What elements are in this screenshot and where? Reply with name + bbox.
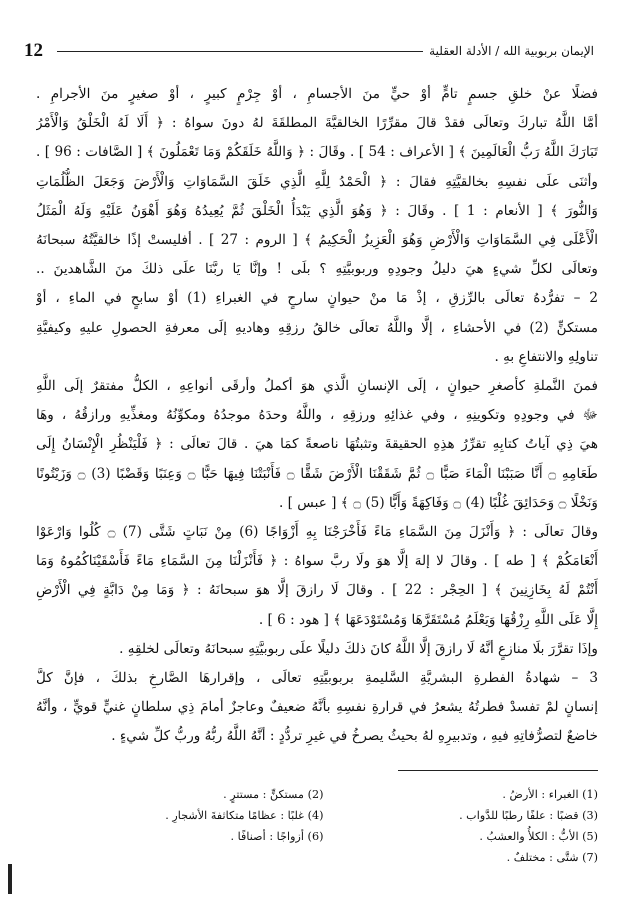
page-number: 12	[24, 40, 43, 61]
text-line: إِلَّا عَلَى اللَّهِ رِزْقُهَا وَيَعْلَمُ مُسْتَقَرَّهَا وَمُسْتَوْدَعَهَا ﴾ [ هود : 6 ] .	[258, 611, 598, 628]
text-line: فضلًا عنْ خلقِ جسمٍ تامٍّ أوْ حيٍّ منَ الأجسامِ ، أوْ جِرْمٍ كبيرٍ ، أوْ صغيرٍ منَ الأجرامِ .	[36, 86, 598, 102]
footnote: (3) قضبًا : علفًا رطبًا للدَّواب .	[459, 809, 598, 822]
text-line: وتعالَى لكلِّ شيءٍ هيَ دليلُ وجودِهِ وربوبيَّتِهِ ؟ بلَى ! وإنَّا يَا ربَّنَا علَى ذلكَ منَ الشَّاهدينَ ..	[36, 261, 598, 278]
text-line: وإذَا تقرَّرَ بلَا منازعٍ أنَّهُ لَا رازقَ إلَّا اللَّهُ كانَ ذلكَ دليلًا علَى ربوبيَّتِهِ سبحانَهُ وتعالَى لخلقِهِ .	[119, 640, 598, 657]
text-line: 3 – شهادةُ الفطرةِ البشريَّةِ السَّليمةِ بربوبيَّتِهِ تعالَى ، وإقرارهَا الصَّارخِ بذلكَ ، فإنَّ كلَّ	[36, 670, 598, 687]
footnote: (7) شتَّى : مختلفٌ .	[506, 851, 598, 864]
text-line: خاضعٌ لتصرُّفاتِهِ فيهِ ، وتدبيرِهِ لهُ بحيثُ يصرخُ في غيرِ تردُّدٍ : أنَّهُ اللَّهُ ربُّهُ وربُّ كلِّ شيءٍ .	[111, 728, 598, 745]
footnote: (5) الأبُّ : الكلأُ والعشبُ .	[479, 830, 598, 843]
scan-edge-mark	[8, 864, 12, 894]
footnote-row	[70, 847, 598, 868]
text-line: طَعَامِهِ ۝ أَنَّا صَبَبْنَا الْمَاءَ صَبًّا ۝ ثُمَّ شَقَقْنَا الْأَرْضَ شَقًّا ۝ فَأَنْبَتْنَا فِيهَا حَبًّا ۝ وَعِنَبًا وَقَضْبًا (3) ۝ وَزَيْتُونًا	[36, 465, 598, 482]
running-header	[24, 40, 594, 62]
text-line: أمَّا اللَّهُ تباركَ وتعالَى فقدْ قالَ مقرِّرًا الخالقيَّةَ المطلقَةَ لهُ دونَ سواهُ : ﴿ أَلَا لَهُ الْخَلْقُ وَالْأَمْرُ	[36, 115, 598, 132]
text-line: أَنْتُمْ لَهُ بِخَازِنِينَ ﴾ [ الحِجْر : 22 ] . وقالَ لَا رازقَ إلَّا هوَ سبحانَهُ : ﴿ وَمَا مِنْ دَابَّةٍ فِي الْأَرْضِ	[36, 582, 598, 599]
footnote	[70, 847, 323, 868]
text-line: وأثنَى علَى نفسِهِ بخالقيَّتِهِ فقالَ : ﴿ الْحَمْدُ لِلَّهِ الَّذِي خَلَقَ السَّمَاوَاتِ وَالْأَرْضَ وَجَعَلَ الظُّلُمَاتِ	[36, 173, 598, 190]
text-line: هيَ ذِي آياتُ كتابِهِ تقرِّرُ هذِهِ الحقيقةَ وتثبتُهَا ناصعةً كمَا هيَ . قالَ تعالَى : ﴿ فَلْيَنْظُرِ الْإِنْسَانُ إِلَى	[36, 436, 598, 453]
text-line: الْأَعْلَى فِي السَّمَاوَاتِ وَالْأَرْضِ وَهُوَ الْعَزِيزُ الْحَكِيمُ ﴾ [ الروم : 27 ] . أفليستْ إذًا خالقيَّتُهُ سبحانَهُ	[36, 232, 598, 249]
footnote: (6) أزواجًا : أصنافًا .	[230, 830, 324, 843]
footnote-row	[70, 784, 598, 805]
footnote-row	[70, 805, 598, 826]
text-line: إنسانٍ لمْ تفسدْ فطرتُهُ يشعرُ في قرارةِ نفسِهِ بأنَّهُ ضعيفٌ وعاجزٌ أمامَ ذِي سلطانٍ غنيٍّ قويٍّ ، وأنَّهُ	[36, 699, 598, 716]
header-rule	[57, 51, 423, 52]
footnote: (4) غلبًا : عظامًا متكاثفةَ الأشجارِ .	[165, 809, 324, 822]
text-line: وقالَ تعالَى : ﴿ وَأَنْزَلَ مِنَ السَّمَاءِ مَاءً فَأَخْرَجْنَا بِهِ أَزْوَاجًا (6) مِنْ نَبَاتٍ شَتَّى (7) ۝ كُلُوا وَارْعَوْا	[36, 524, 598, 541]
text-line: أَنْعَامَكُمْ ﴾ [ طه ] . وقالَ لا إلهَ إلَّا هوَ ولَا ربَّ سواهُ : ﴿ فَأَنْزَلْنَا مِنَ السَّمَاءِ مَاءً فَأَسْقَيْنَاكُمُوهُ وَمَا	[36, 553, 598, 570]
footnote-row	[70, 826, 598, 847]
text-line: فمنَ النَّملةِ كأصغرِ حيوانٍ ، إلَى الإنسانِ الَّذي هوَ أكملُ وأرقَى أنواعِهِ ، الكلُّ مفتقرٌ إلَى اللَّهِ	[36, 378, 598, 395]
text-line: وَالنُّورَ ﴾ [ الأنعام : 1 ] . وقَالَ : ﴿ وَهُوَ الَّذِي يَبْدَأُ الْخَلْقَ ثُمَّ يُعِيدُهُ وَهُوَ أَهْوَنُ عَلَيْهِ وَلَهُ الْمَثَلُ	[36, 202, 598, 219]
text-line: وَنَخْلًا ۝ وَحَدَائِقَ غُلْبًا (4) ۝ وَفَاكِهَةً وَأَبًّا (5) ۝ ﴾ [ عبس ] .	[279, 494, 598, 511]
text-line: 2 – تفرُّدهُ تعالَى بالرِّزقِ ، إذْ مَا منْ حيوانٍ سارحٍ في الغبراءِ (1) أوْ سابحٍ في الماءِ ، أوْ	[36, 290, 598, 307]
text-line: تناولِهِ والانتفاعِ بهِ .	[494, 348, 598, 365]
text-line: مستكنٍّ (2) في الأحشاءِ ، إلَّا واللَّهُ تعالَى خالقُ رزقِهِ وهاديهِ إلَى معرفةِ الحصولِ عليهِ وكيفيَّةِ	[36, 319, 598, 336]
footnote-separator	[398, 770, 598, 771]
text-line: ﷻ في وجودِهِ وتكوينِهِ ، وفي غذائِهِ ورزقِهِ ، واللَّهُ وحدَهُ موجدُهُ ومكوِّنُهُ ومغذِّيهِ ورازقُهُ ، وهَا	[36, 407, 598, 424]
footnote: (1) الغبراء : الأرضُ .	[502, 788, 598, 801]
main-text	[36, 80, 598, 752]
footnotes	[70, 784, 598, 868]
text-line: تَبَارَكَ اللَّهُ رَبُّ الْعَالَمِينَ ﴾ [ الأعراف : 54 ] . وقَالَ : ﴿ وَاللَّهُ خَلَقَكُمْ وَمَا تَعْمَلُونَ ﴾ [ الصَّافات : 96 ] .	[36, 144, 598, 161]
running-title: الإيمان بربوبية الله / الأدلة العقلية	[429, 44, 594, 58]
footnote: (2) مستكنٍّ : مستترٍ .	[223, 788, 324, 801]
